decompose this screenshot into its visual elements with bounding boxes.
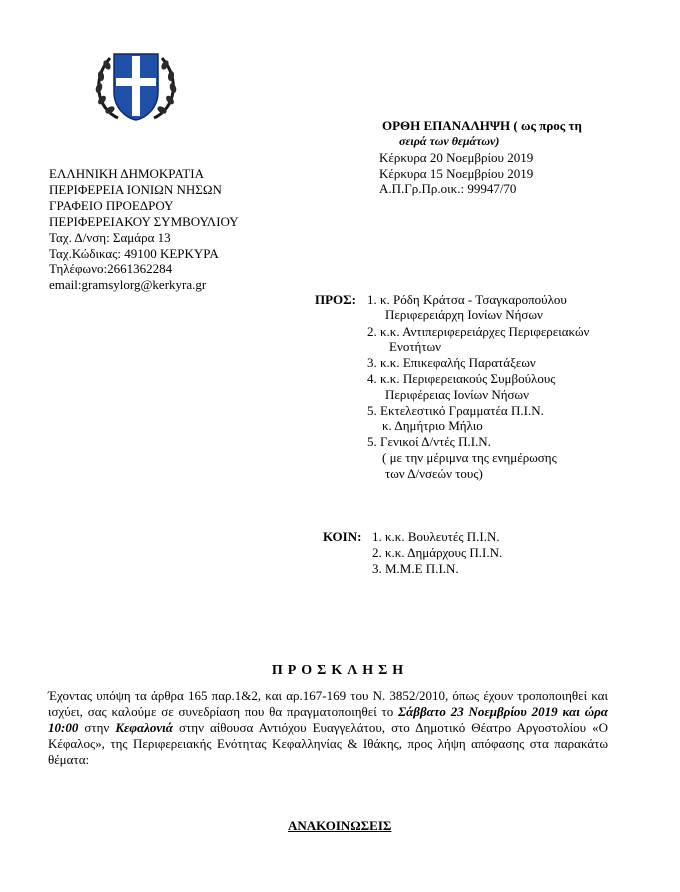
recipient-line: Περιφερειάρχη Ιονίων Νήσων <box>385 307 543 322</box>
recipient-line: 3. κ.κ. Επικεφαλής Παρατάξεων <box>367 355 536 370</box>
recipient-line: 4. κ.κ. Περιφερειακούς Συμβούλους <box>367 371 556 386</box>
correction-title: ΟΡΘΗ ΕΠΑΝΑΛΗΨΗ ( ως προς τη <box>382 118 582 133</box>
meeting-date: Σάββατο 23 Νοεμβρίου 2019 <box>398 704 558 719</box>
greek-emblem-icon <box>88 48 184 124</box>
recipient-line: ( με την μέριμνα της ενημέρωσης <box>382 450 557 465</box>
sender-address: Ταχ. Δ/νση: Σαμάρα 13 <box>49 230 171 245</box>
recipient-line: κ. Δημήτριο Μήλιο <box>382 418 483 433</box>
sender-line: ΓΡΑΦΕΙΟ ΠΡΟΕΔΡΟΥ <box>49 198 174 213</box>
meeting-time: και ώρα 10:00 <box>48 704 609 735</box>
date-corrected: Κέρκυρα 20 Νοεμβρίου 2019 <box>379 150 534 165</box>
sender-line: ΠΕΡΙΦΕΡΕΙΑ ΙΟΝΙΩΝ ΝΗΣΩΝ <box>49 182 222 197</box>
body-text: στην <box>78 720 116 735</box>
recipient-line: των Δ/νσεών τους) <box>385 466 483 481</box>
sender-phone: Τηλέφωνο:2661362284 <box>49 261 173 276</box>
recipient-line: Περιφέρειας Ιονίων Νήσων <box>385 387 529 402</box>
correction-subtitle: σειρά των θεμάτων) <box>399 134 500 148</box>
sender-postal: Ταχ.Κώδικας: 49100 ΚΕΡΚΥΡΑ <box>49 246 219 261</box>
sender-email: email:gramsylorg@kerkyra.gr <box>49 277 207 292</box>
sender-line: ΠΕΡΙΦΕΡΕΙΑΚΟΥ ΣΥΜΒΟΥΛΙΟΥ <box>49 214 239 229</box>
recipient-line: 1. κ. Ρόδη Κράτσα - Τσαγκαροπούλου <box>367 292 567 307</box>
body-text: στην αίθουσα Αντιόχου Ευαγγελάτου, στο Δημοτικό Θέατρο Αργοστολίου «Ο Κέφαλος», της Περιφερειακής Ενότητας Κεφαλληνίας & Ιθάκης, προς λήψη απόφασης στα παρακάτω θέματα: <box>48 720 608 767</box>
cc-line: 2. κ.κ. Δημάρχους Π.Ι.Ν. <box>372 545 503 560</box>
cc-line: 3. Μ.Μ.Ε Π.Ι.Ν. <box>372 561 459 576</box>
recipient-line: 5. Εκτελεστικό Γραμματέα Π.Ι.Ν. <box>367 403 544 418</box>
invitation-body <box>48 688 608 768</box>
protocol-number: Α.Π.Γρ.Πρ.οικ.: 99947/70 <box>379 181 517 196</box>
recipient-line: 2. κ.κ. Αντιπεριφερειάρχες Περιφερειακών <box>367 324 590 339</box>
meeting-place: Κεφαλονιά <box>115 720 173 735</box>
recipient-line: Ενοτήτων <box>389 339 441 354</box>
date-original: Κέρκυρα 15 Νοεμβρίου 2019 <box>379 166 534 181</box>
recipients-label: ΠΡΟΣ: <box>315 292 356 307</box>
body-text: Έχοντας υπόψη τα άρθρα 165 παρ.1&2, και αρ.167-169 του Ν. 3852/2010, όπως έχουν τροποποιηθεί και ισχύει, σας καλούμε σε συνεδρίαση που θα πραγματοποιηθεί το <box>48 688 608 719</box>
cc-line: 1. κ.κ. Βουλευτές Π.Ι.Ν. <box>372 529 500 544</box>
recipient-line: 5. Γενικοί Δ/ντές Π.Ι.Ν. <box>367 434 491 449</box>
sender-line: ΕΛΛΗΝΙΚΗ ΔΗΜΟΚΡΑΤΙΑ <box>49 166 204 181</box>
invitation-title: ΠΡΟΣΚΛΗΣΗ <box>271 663 409 678</box>
announcements-heading: ΑΝΑΚΟΙΝΩΣΕΙΣ <box>288 818 392 833</box>
cc-label: ΚΟΙΝ: <box>323 529 362 544</box>
